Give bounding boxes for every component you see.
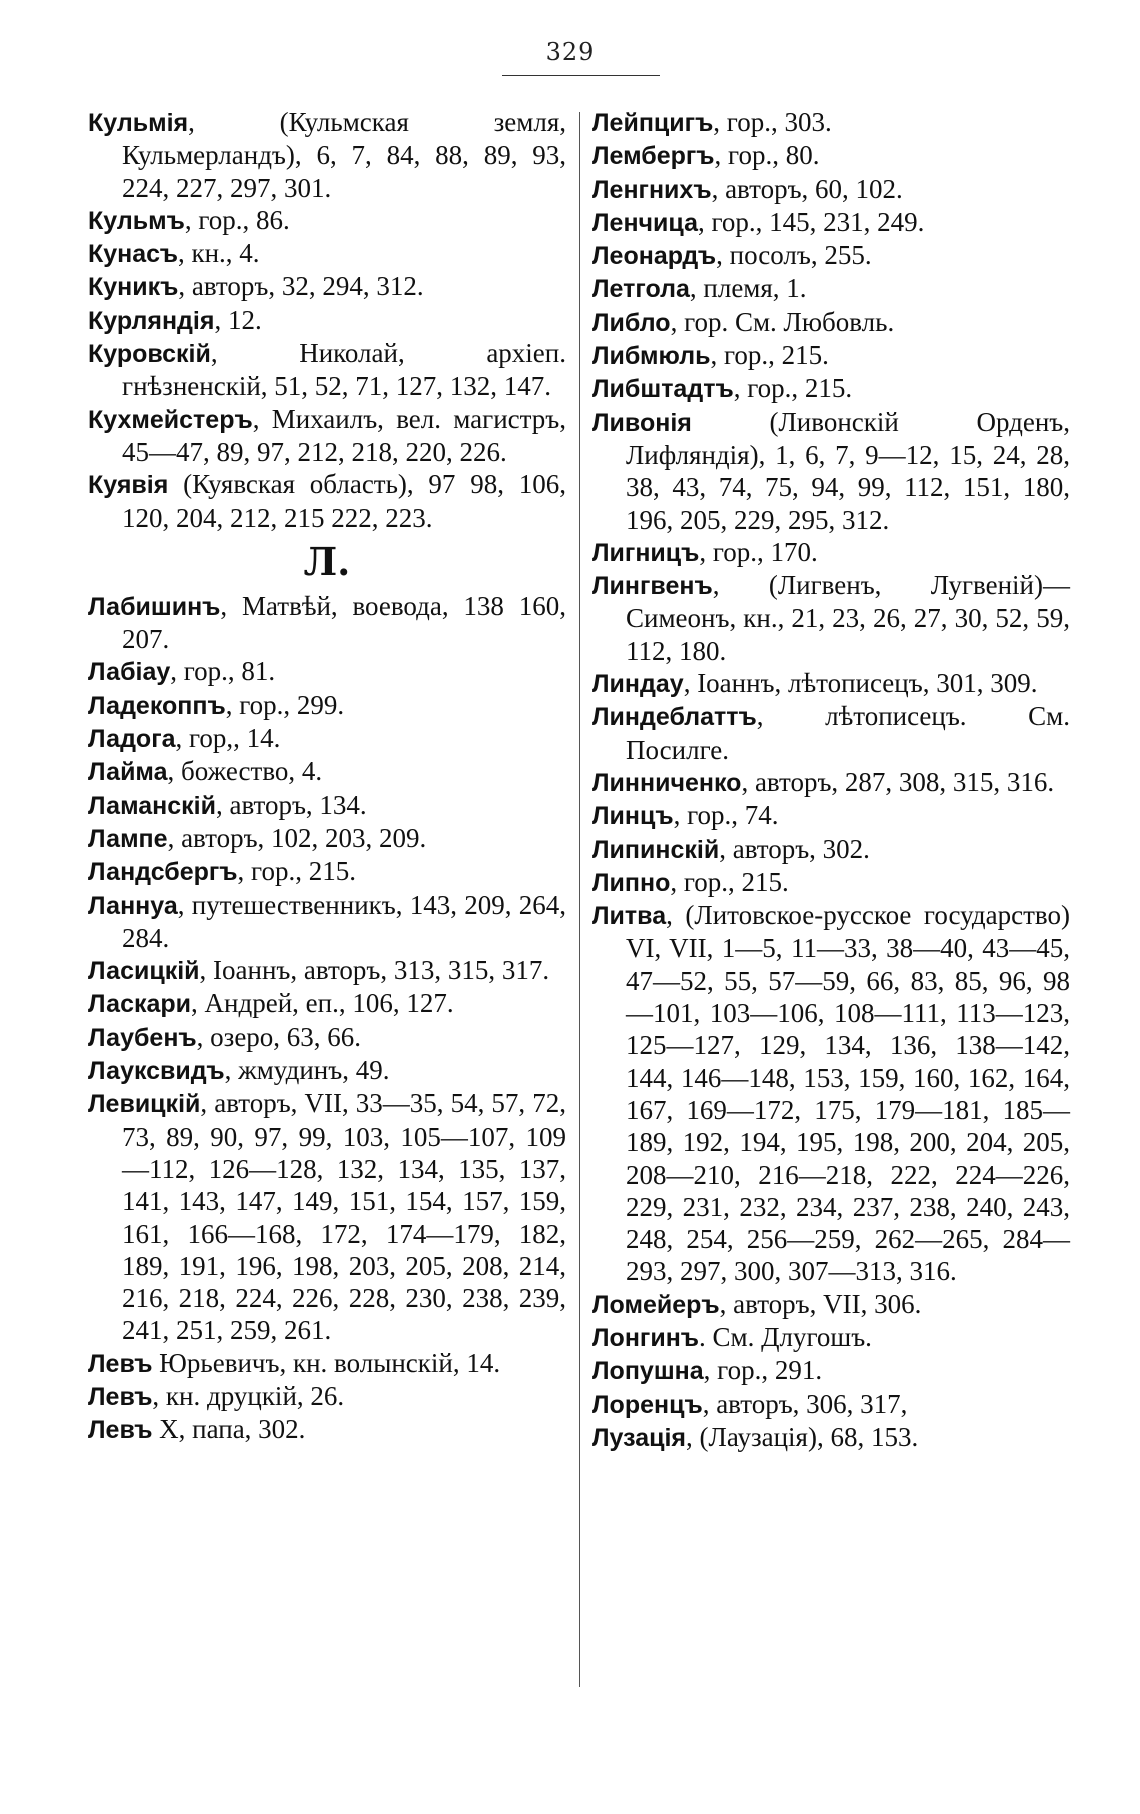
index-entry (88, 855, 566, 888)
entry-references: , гор., 81. (170, 656, 276, 687)
entry-references: , гор., 215. (237, 856, 356, 887)
entry-headword: Лабіау (88, 658, 171, 687)
index-entry (592, 700, 1070, 766)
index-entry (592, 1321, 1070, 1354)
index-entry (592, 667, 1070, 700)
entry-references: , авторъ, VII, 33—35, 54, 57, 72, 73, 89, 90, 97, 99, 103, 105—107, 109—112, 126—128, 132, 134, 135, 137, 141, 143, 147, 149, 151, 154, 157, 159, 161, 166—168, 172, 174—179, 182, 189, 191, 196, 198, 203, 205, 208, 214, 216, 218, 224, 226, 228, 230, 238, 239, 241, 251, 259, 261. (122, 1088, 566, 1346)
entry-headword: Липно (592, 868, 671, 897)
index-entry (592, 206, 1070, 239)
index-entry (592, 899, 1070, 1288)
entry-references: , гор,, 14. (175, 723, 281, 754)
entry-headword: Лабишинъ (88, 592, 221, 621)
entry-headword: Лоренцъ (592, 1390, 703, 1419)
index-entry (88, 304, 566, 337)
entry-references: , авторъ, 306, 317, (702, 1388, 908, 1419)
entry-references: (Куявская область), 97 98, 106, 120, 204, 212, 215 222, 223. (122, 469, 566, 533)
index-entry (88, 403, 566, 469)
index-entry (88, 1087, 566, 1346)
entry-references: , (Литовское-русское государство) VI, VII, 1—5, 11—33, 38—40, 43—45, 47—52, 55, 57—59, 66, 83, 85, 96, 98—101, 103—106, 108—111, 113—123, 125—127, 129, 134, 136, 138—142, 144, 146—148, 153, 159, 160, 162, 164, 167, 169—172, 175, 179—181, 185—189, 192, 194, 195, 198, 200, 204, 205, 208—210, 216—218, 222, 224—226, 229, 231, 232, 234, 237, 238, 240, 243, 248, 254, 256—259, 262—265, 284—293, 297, 300, 307—313, 316. (626, 900, 1070, 1287)
entry-references: , гор., 215. (733, 373, 853, 404)
entry-headword: Левицкій (88, 1090, 201, 1119)
index-entry (592, 1288, 1070, 1321)
entry-references: , гор., 303. (713, 107, 832, 137)
index-entry (592, 372, 1070, 405)
entry-references: , Николай, архіеп. гнѣзненскій, 51, 52, 71, 127, 132, 147. (122, 338, 566, 402)
index-entry (88, 1021, 566, 1054)
index-entry (592, 139, 1070, 172)
entry-headword: Ласицкій (88, 957, 200, 986)
index-entry (88, 954, 566, 987)
index-entry (88, 889, 566, 955)
index-entry (592, 239, 1070, 272)
index-entry (592, 406, 1070, 536)
entry-references: , кн. друцкій, 26. (152, 1380, 345, 1411)
entry-headword: Лауксвидъ (88, 1057, 225, 1086)
index-entry (592, 106, 1070, 139)
index-entry (88, 789, 566, 822)
right-column (592, 106, 1070, 1454)
entry-references: , гор., 170. (699, 536, 818, 567)
entry-references: , гор., 86. (184, 204, 290, 235)
index-entry (88, 590, 566, 656)
entry-references: Юрьевичъ, кн. волынскій, 14. (152, 1347, 501, 1378)
index-entry (88, 987, 566, 1020)
entry-references: (Ливонскій Орденъ, Лифляндія), 1, 6, 7, 9—12, 15, 24, 28, 38, 43, 74, 75, 94, 99, 112, 151, 180, 196, 205, 229, 295, 312. (626, 406, 1070, 535)
entry-headword: Либштадтъ (592, 375, 734, 404)
entry-headword: Куровскій (88, 340, 211, 369)
index-entry (592, 799, 1070, 832)
entry-references: , гор., 74. (673, 800, 779, 831)
entry-headword: Кульмія (88, 109, 189, 137)
entry-references: , племя, 1. (689, 273, 807, 304)
entry-references: , авторъ, 102, 203, 209. (167, 822, 427, 853)
index-entry (88, 655, 566, 688)
entry-references: , лѣтописецъ. См. Посилге. (626, 701, 1070, 765)
entry-references: , Матвѣй, воевода, 138 160, 207. (122, 590, 566, 655)
entry-headword: Линниченко (592, 768, 742, 797)
entry-headword: Ласкари (88, 990, 192, 1019)
entry-headword: Лампе (88, 824, 168, 853)
entry-headword: Либло (592, 308, 671, 337)
entry-references: , (Лигвенъ, Лугвеній)—Симеонъ, кн., 21, 23, 26, 27, 30, 52, 59, 112, 180. (626, 570, 1070, 666)
entry-references: , (Лаузація), 68, 153. (686, 1421, 919, 1452)
index-entry (592, 339, 1070, 372)
index-entry (88, 1413, 566, 1446)
entry-references: , (Кульмская земля, Кульмерландъ), 6, 7, 84, 88, 89, 93, 224, 227, 297, 301. (122, 107, 566, 203)
entry-references: , авторъ, 302. (719, 833, 870, 864)
index-entry (88, 1380, 566, 1413)
index-entry (88, 1054, 566, 1087)
entry-headword: Кульмъ (88, 206, 185, 235)
entry-references: , гор. См. Любовль. (670, 306, 895, 337)
entry-headword: Литва (592, 902, 667, 931)
index-entry (88, 337, 566, 403)
column-divider (579, 112, 580, 1687)
entry-headword: Куникъ (88, 273, 179, 302)
entry-headword: Либмюль (592, 342, 711, 371)
entry-headword: Линдау (592, 670, 684, 699)
index-entry (592, 272, 1070, 305)
entry-headword: Лонгинъ (592, 1323, 700, 1352)
entry-headword: Липинскій (592, 835, 720, 864)
index-entry (88, 822, 566, 855)
entry-references: , гор., 215. (710, 340, 829, 371)
section-letter: Л. (303, 538, 351, 584)
index-entry (592, 866, 1070, 899)
entry-references: , Михаилъ, вел. магистръ, 45—47, 89, 97, 212, 218, 220, 226. (122, 403, 566, 467)
index-entry (88, 270, 566, 303)
entry-headword: Ламанскій (88, 791, 216, 820)
index-entry (88, 468, 566, 534)
entry-references: , авторъ, 287, 308, 315, 316. (741, 766, 1055, 797)
entry-headword: Курляндія (88, 306, 215, 335)
entry-references: , Іоаннъ, лѣтописецъ, 301, 309. (683, 668, 1038, 699)
entry-headword: Куявія (88, 471, 169, 500)
page-number: 329 (545, 38, 595, 66)
index-entry (88, 1347, 566, 1380)
index-entry (592, 1354, 1070, 1387)
entry-headword: Лаубенъ (88, 1023, 197, 1052)
entry-references: , Андрей, еп., 106, 127. (191, 988, 454, 1019)
left-column (88, 106, 566, 1447)
entry-headword: Ломейеръ (592, 1290, 720, 1319)
entry-headword: Ландсбергъ (88, 858, 238, 887)
entry-references: , авторъ, VII, 306. (719, 1288, 922, 1319)
index-entry (88, 755, 566, 788)
index-entry (88, 722, 566, 755)
entry-references: . См. Длугошъ. (699, 1321, 872, 1352)
entry-headword: Лейпцигъ (592, 109, 714, 137)
entry-headword: Лузація (592, 1423, 687, 1452)
entry-references: , путешественникъ, 143, 209, 264, 284. (122, 889, 566, 953)
left-entries-l (88, 590, 566, 1447)
entry-references: , жмудинъ, 49. (224, 1055, 390, 1086)
entry-references: , Іоаннъ, авторъ, 313, 315, 317. (199, 955, 550, 986)
entry-headword: Линцъ (592, 802, 674, 831)
entry-references: , гор., 80. (714, 140, 820, 171)
left-entries-k (88, 106, 566, 534)
index-entry (592, 173, 1070, 206)
entry-headword: Ленчица (592, 208, 699, 237)
index-entry (592, 536, 1070, 569)
entry-headword: Левъ (88, 1416, 153, 1445)
entry-references: , озеро, 63, 66. (196, 1021, 362, 1052)
index-entry (592, 1421, 1070, 1454)
entry-references: , кн., 4. (177, 238, 260, 269)
entry-references: , 12. (214, 304, 262, 335)
page-number-rule (502, 75, 660, 76)
entry-headword: Ленгнихъ (592, 175, 712, 204)
entry-references: , гор., 145, 231, 249. (698, 206, 925, 237)
entry-headword: Лингвенъ (592, 572, 713, 601)
entry-headword: Левъ (88, 1349, 153, 1378)
entry-headword: Ладекоппъ (88, 691, 226, 720)
index-entry (88, 106, 566, 204)
entry-references: , гор., 291. (703, 1355, 823, 1386)
index-entry (88, 689, 566, 722)
index-entry (592, 766, 1070, 799)
entry-headword: Ланнуа (88, 891, 178, 920)
entry-references: , авторъ, 60, 102. (711, 173, 903, 204)
entry-references: X, папа, 302. (152, 1414, 306, 1445)
index-entry (592, 306, 1070, 339)
index-entry (88, 204, 566, 237)
index-entry (592, 1388, 1070, 1421)
entry-references: , гор., 215. (670, 866, 789, 897)
entry-headword: Ливонія (592, 408, 692, 437)
entry-headword: Левъ (88, 1382, 153, 1411)
entry-headword: Лембергъ (592, 142, 715, 171)
index-entry (592, 569, 1070, 667)
entry-headword: Летгола (592, 275, 690, 304)
entry-headword: Лопушна (592, 1357, 704, 1386)
index-entry (592, 833, 1070, 866)
entry-headword: Линдеблаттъ (592, 703, 757, 732)
entry-headword: Кухмейстеръ (88, 405, 253, 434)
entry-references: , авторъ, 32, 294, 312. (178, 271, 424, 302)
entry-headword: Леонардъ (592, 242, 717, 271)
index-entry (88, 237, 566, 270)
entry-references: , гор., 299. (225, 689, 345, 720)
entry-headword: Кунасъ (88, 240, 178, 269)
entry-references: , авторъ, 134. (215, 789, 367, 820)
entry-references: , посолъ, 255. (716, 240, 872, 271)
entry-headword: Лигницъ (592, 538, 700, 567)
entry-headword: Ладога (88, 725, 176, 754)
entry-headword: Лайма (88, 758, 168, 787)
entry-references: , божество, 4. (167, 756, 323, 787)
